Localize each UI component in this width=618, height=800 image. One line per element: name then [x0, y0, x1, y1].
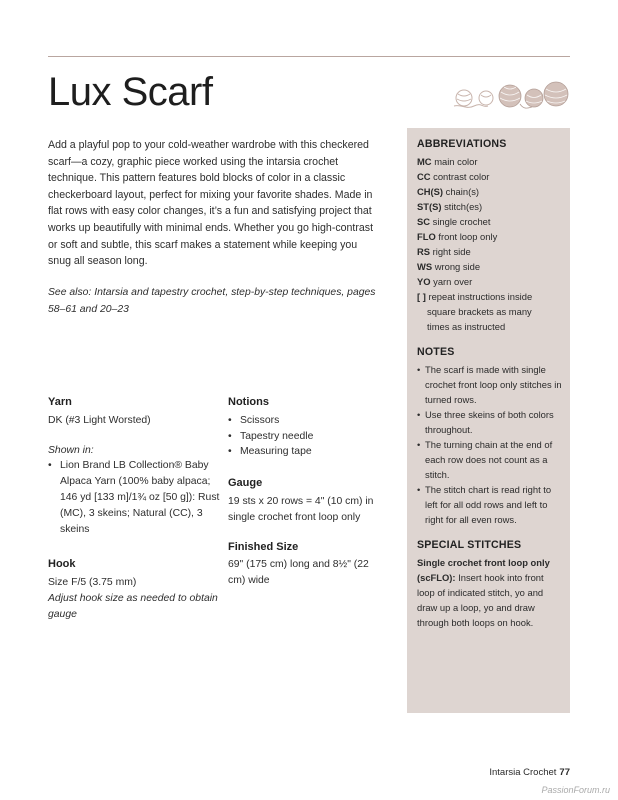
notions-list	[228, 413, 378, 460]
shown-in-list	[48, 458, 220, 537]
abbreviations-section	[417, 137, 562, 334]
abbreviation-continuation: square brackets as many	[427, 306, 532, 317]
notion-item: • Scissors	[228, 413, 378, 429]
materials-mid-column	[228, 395, 378, 601]
abbreviations-heading: ABBREVIATIONS	[417, 138, 507, 150]
special-stitches-heading: SPECIAL STITCHES	[417, 539, 522, 551]
finished-size-heading: Finished Size	[228, 540, 299, 553]
gauge-section	[228, 476, 378, 525]
gauge-text: 19 sts x 20 rows = 4" (10 cm) in single crochet front loop only	[228, 495, 374, 523]
abbreviation-item: CC contrast color	[417, 171, 490, 182]
yarn-balls-icon	[452, 74, 574, 112]
abbreviation-item: ST(S) stitch(es)	[417, 201, 483, 212]
shown-in-label: Shown in:	[48, 444, 94, 456]
hook-section	[48, 557, 220, 622]
page-title: Lux Scarf	[48, 70, 213, 114]
abbreviation-item: CH(S) chain(s)	[417, 186, 479, 197]
page-number: 77	[559, 767, 570, 778]
abbreviation-item: RS right side	[417, 246, 471, 257]
yarn-weight: DK (#3 Light Worsted)	[48, 414, 151, 426]
book-title: Intarsia Crochet	[489, 767, 557, 778]
special-stitch-description	[417, 555, 562, 630]
page-footer	[489, 767, 570, 778]
notion-item: • Measuring tape	[228, 444, 378, 460]
special-stitch-name: Single crochet front loop only (scFLO):	[417, 557, 550, 583]
yarn-heading: Yarn	[48, 396, 72, 408]
hook-heading: Hook	[48, 558, 76, 571]
notes-section	[417, 345, 562, 527]
abbreviation-item: FLO front loop only	[417, 231, 498, 242]
finished-size-text: 69" (175 cm) long and 8½" (22 cm) wide	[228, 559, 369, 587]
materials-left-column	[48, 395, 220, 635]
hook-size: Size F/5 (3.75 mm)	[48, 577, 137, 589]
notion-item: • Tapestry needle	[228, 429, 378, 445]
gauge-heading: Gauge	[228, 477, 263, 490]
note-item: • The scarf is made with single crochet front loop only stitches in turned rows.	[417, 362, 562, 407]
abbreviation-item: [ ] repeat instructions inside	[417, 291, 533, 302]
sidebar-panel	[407, 128, 570, 713]
intro-paragraph: Add a playful pop to your cold-weather wardrobe with this checkered scarf—a cozy, graphic piece worked using the intarsia crochet technique. This pattern features bold blocks of color in a classic checkerboard layout, perfect for mixing your favorite shades. Made in flat rows with easy color changes, it’s a fun and satisfying project that works up beautifully with minimal ends. Whether you go high-contrast or soft and subtle, this scarf makes a statement while keeping you snug all season long.	[48, 139, 374, 268]
notions-section	[228, 395, 378, 460]
notions-heading: Notions	[228, 396, 269, 408]
special-stitch-text: Insert hook into front loop of indicated stitch, yo and draw up a loop, yo and draw through both loops on hook.	[417, 572, 544, 628]
see-also-note: See also: Intarsia and tapestry crochet, step-by-step techniques, pages 58–61 and 20–23	[48, 287, 376, 315]
note-item: • The turning chain at the end of each row does not count as a stitch.	[417, 437, 562, 482]
notes-heading: NOTES	[417, 346, 455, 358]
finished-size-section	[228, 540, 378, 589]
abbreviation-item: MC main color	[417, 156, 478, 167]
top-rule	[48, 56, 570, 57]
note-item: • The stitch chart is read right to left for all odd rows and left to right for all even rows.	[417, 482, 562, 527]
abbreviation-item: YO yarn over	[417, 276, 473, 287]
hook-note: Adjust hook size as needed to obtain gauge	[48, 592, 218, 620]
special-stitches-section	[417, 538, 562, 630]
notes-list	[417, 362, 562, 527]
note-item: • Use three skeins of both colors throughout.	[417, 407, 562, 437]
abbreviation-item: SC single crochet	[417, 216, 491, 227]
watermark: PassionForum.ru	[541, 785, 610, 795]
abbreviation-continuation: times as instructed	[427, 321, 506, 332]
shown-in-item: • Lion Brand LB Collection® Baby Alpaca Yarn (100% baby alpaca; 146 yd [133 m]/1¾ oz [50 g]): Rust (MC), 3 skeins; Natural (CC), 3 skeins	[48, 458, 220, 537]
abbreviation-item: WS wrong side	[417, 261, 481, 272]
yarn-section	[48, 395, 220, 537]
